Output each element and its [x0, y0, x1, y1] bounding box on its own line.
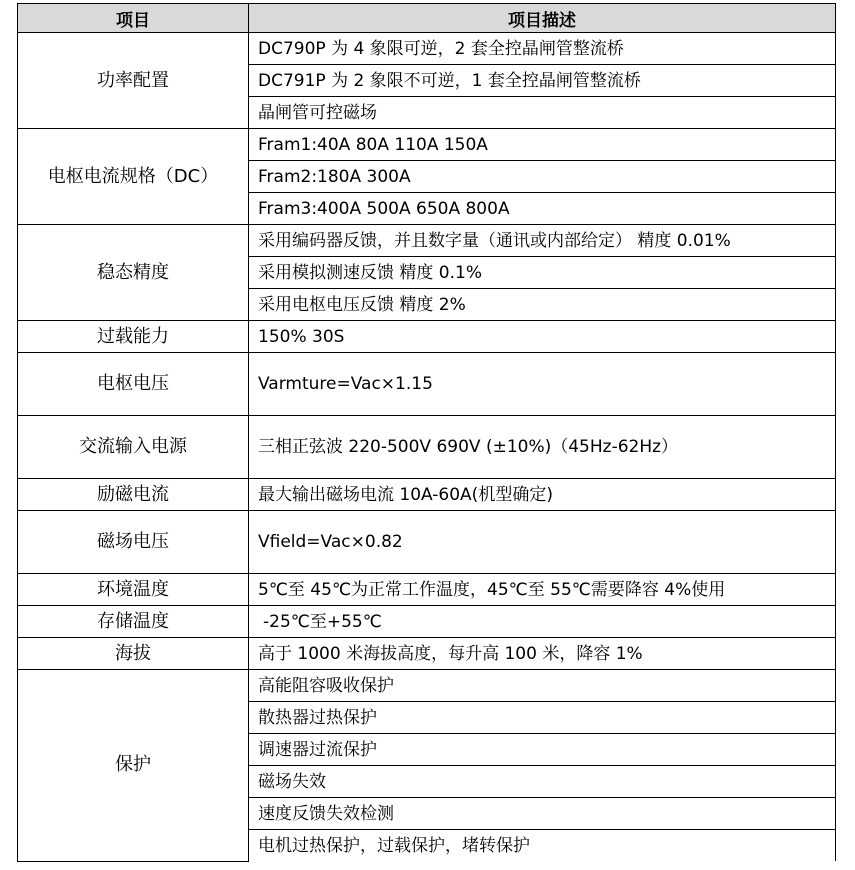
- table-row: [18, 353, 836, 416]
- description-cell: 采用电枢电压反馈 精度 2%: [249, 289, 836, 321]
- description-cell: 磁场失效: [249, 766, 836, 798]
- item-cell-armature-voltage: 电枢电压: [18, 353, 249, 416]
- description-cell: 最大输出磁场电流 10A-60A(机型确定): [249, 479, 836, 511]
- description-cell: 采用编码器反馈，并且数字量（通讯或内部给定） 精度 0.01%: [249, 225, 836, 257]
- description-cell: Vfield=Vac×0.82: [249, 511, 836, 574]
- description-cell: 5℃至 45℃为正常工作温度，45℃至 55℃需要降容 4%使用: [249, 574, 836, 606]
- description-cell: Fram1:40A 80A 110A 150A: [249, 129, 836, 161]
- table-row: [18, 574, 836, 606]
- header-item: 项目: [18, 4, 249, 33]
- description-cell: 调速器过流保护: [249, 734, 836, 766]
- table-header-row: [18, 4, 836, 33]
- table-row: [18, 33, 836, 65]
- table-row: [18, 606, 836, 638]
- table-row: [18, 670, 836, 702]
- table-row: [18, 638, 836, 670]
- table-row: [18, 129, 836, 161]
- description-cell: -25℃至+55℃: [249, 606, 836, 638]
- item-cell-altitude: 海拔: [18, 638, 249, 670]
- item-cell-field-voltage: 磁场电压: [18, 511, 249, 574]
- spec-table: [17, 3, 836, 862]
- description-cell: 散热器过热保护: [249, 702, 836, 734]
- table-row: [18, 479, 836, 511]
- item-cell-storage-temp: 存储温度: [18, 606, 249, 638]
- item-cell-armature-current: 电枢电流规格（DC）: [18, 129, 249, 225]
- item-cell-protection: 保护: [18, 670, 249, 862]
- description-cell: 采用模拟测速反馈 精度 0.1%: [249, 257, 836, 289]
- item-cell-power-config: 功率配置: [18, 33, 249, 129]
- description-cell: Fram2:180A 300A: [249, 161, 836, 193]
- header-description: 项目描述: [249, 4, 836, 33]
- description-cell: DC790P 为 4 象限可逆，2 套全控晶闸管整流桥: [249, 33, 836, 65]
- description-cell: 晶闸管可控磁场: [249, 97, 836, 129]
- description-cell: Varmture=Vac×1.15: [249, 353, 836, 416]
- description-cell: 高能阻容吸收保护: [249, 670, 836, 702]
- item-cell-ambient-temp: 环境温度: [18, 574, 249, 606]
- description-cell: 速度反馈失效检测: [249, 798, 836, 830]
- table-row: [18, 225, 836, 257]
- description-cell: 电机过热保护，过载保护，堵转保护: [249, 830, 836, 862]
- description-cell: DC791P 为 2 象限不可逆，1 套全控晶闸管整流桥: [249, 65, 836, 97]
- description-cell: Fram3:400A 500A 650A 800A: [249, 193, 836, 225]
- description-cell: 三相正弦波 220-500V 690V (±10%)（45Hz-62Hz）: [249, 416, 836, 479]
- item-cell-steady-accuracy: 稳态精度: [18, 225, 249, 321]
- table-row: [18, 321, 836, 353]
- item-cell-field-current: 励磁电流: [18, 479, 249, 511]
- description-cell: 高于 1000 米海拔高度，每升高 100 米，降容 1%: [249, 638, 836, 670]
- description-cell: 150% 30S: [249, 321, 836, 353]
- table-row: [18, 416, 836, 479]
- item-cell-overload: 过载能力: [18, 321, 249, 353]
- table-row: [18, 511, 836, 574]
- item-cell-ac-input: 交流输入电源: [18, 416, 249, 479]
